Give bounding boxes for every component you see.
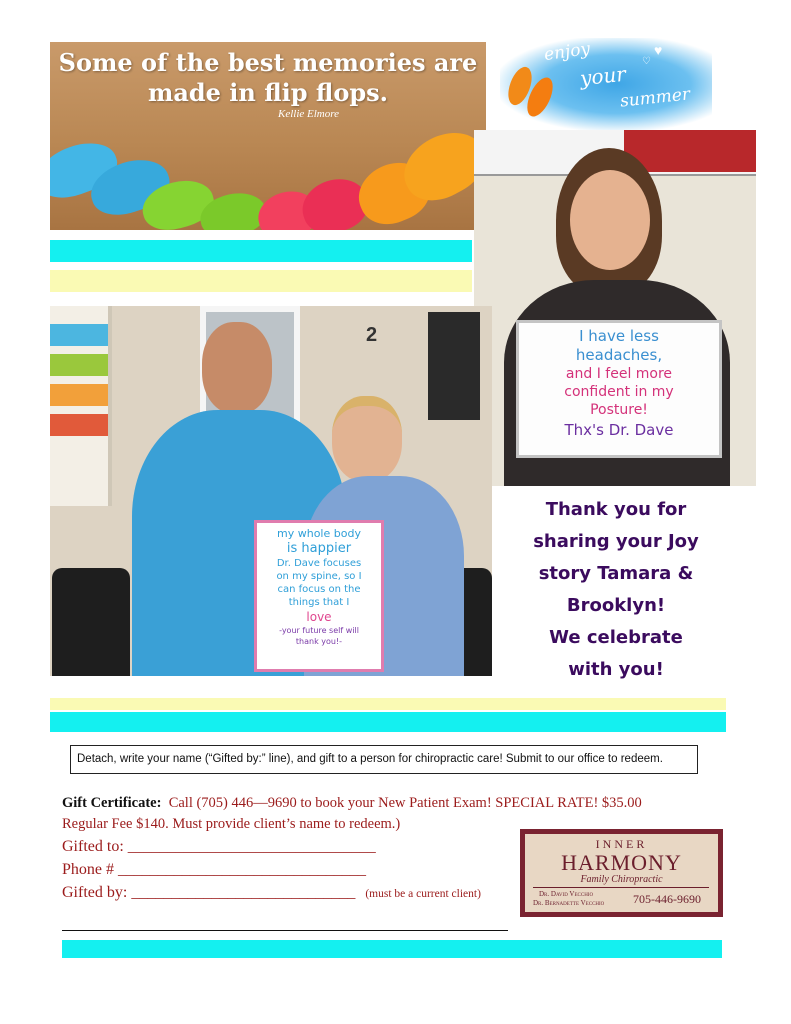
logo-doctor1: Dr. David Vecchio [539, 890, 594, 898]
girl-sign-line5: Posture! [590, 402, 648, 418]
cyan-stripe [62, 940, 722, 958]
logo-harmony-text: HARMONY [561, 850, 682, 875]
gifted-by-label[interactable]: Gifted by: ____________________________ [62, 884, 356, 901]
banner-quote-line1: Some of the best memories are [58, 48, 478, 77]
thanks-line5: We celebrate [549, 627, 683, 648]
gifted-by-field[interactable] [62, 884, 481, 902]
couple-sign-line7: love [306, 610, 332, 624]
summer-enjoy: enjoy [542, 38, 592, 66]
gift-certificate-offer: Call (705) 446—9690 to book your New Patient Exam! SPECIAL RATE! $35.00 [168, 795, 642, 811]
woman-head [332, 396, 402, 482]
man-head [202, 322, 272, 414]
wall-chart-left [50, 306, 112, 506]
cyan-stripe [50, 712, 726, 732]
couple-sign-line2: is happier [286, 541, 352, 556]
girl-sign-line3: and I feel more [565, 366, 673, 382]
banner-quote [50, 48, 486, 108]
summer-your: your [578, 61, 627, 91]
couple-sign-line8: -your future self will [279, 626, 359, 635]
thanks-line3: story Tamara & [538, 563, 694, 584]
girl-sign [516, 320, 722, 458]
flip-flops-banner [50, 42, 486, 230]
thanks-line1: Thank you for [545, 499, 687, 520]
couple-sign-line6: things that I [288, 597, 350, 608]
heart-icon: ♥ [654, 42, 663, 58]
couple-sign-line5: can focus on the [277, 584, 361, 595]
logo-phone: 705-446-9690 [633, 892, 701, 906]
enjoy-summer-badge [500, 38, 712, 130]
logo-doctor2: Dr. Bernadette Vecchio [533, 899, 605, 907]
chair-left [52, 568, 130, 676]
couple-sign-line9: thank you!- [295, 637, 343, 646]
girl-face [570, 170, 650, 270]
thank-you-message [496, 494, 736, 686]
logo-inner-text: INNER [595, 837, 648, 851]
gift-certificate-line1 [62, 795, 642, 812]
heart-icon: ♡ [642, 56, 651, 67]
girl-sign-line1: I have less [579, 327, 659, 345]
thanks-line4: Brooklyn! [566, 595, 666, 616]
gifted-by-note: (must be a current client) [365, 888, 481, 900]
thanks-line6: with you! [568, 659, 664, 680]
inner-harmony-logo [520, 829, 723, 917]
yellow-stripe [50, 698, 726, 710]
summer-summer: summer [619, 84, 691, 112]
couple-sign-line1: my whole body [277, 527, 361, 540]
couple-sign-line4: on my spine, so I [276, 571, 362, 582]
girl-sign-line6: Thx's Dr. Dave [564, 421, 674, 439]
yellow-stripe [50, 270, 472, 292]
wall-poster [428, 312, 480, 420]
photo-girl-testimonial [474, 130, 756, 486]
detach-instructions: Detach, write your name (“Gifted by:” line), and gift to a person for chiropractic care! Submit to our office to redeem. [70, 745, 698, 774]
girl-sign-line2: headaches, [575, 346, 663, 364]
banner-author: Kellie Elmore [278, 108, 339, 120]
banner-quote-line2: made in flip flops. [147, 78, 389, 107]
gift-certificate-line2: Regular Fee $140. Must provide client’s name to redeem.) [62, 816, 401, 832]
phone-field[interactable]: Phone # _______________________________ [62, 861, 366, 878]
thanks-line2: sharing your Joy [533, 531, 699, 552]
logo-divider [533, 887, 709, 888]
couple-sign [254, 520, 384, 672]
wall-number: 2 [366, 324, 378, 346]
girl-sign-line4: confident in my [564, 384, 674, 400]
gift-certificate-label: Gift Certificate: [62, 795, 162, 811]
logo-subtitle: Family Chiropractic [580, 874, 663, 885]
couple-sign-line3: Dr. Dave focuses [276, 558, 362, 569]
photo-couple-testimonial [50, 306, 492, 676]
cyan-stripe [50, 240, 472, 262]
gifted-to-field[interactable]: Gifted to: _______________________________ [62, 838, 376, 855]
detach-line [62, 930, 508, 931]
